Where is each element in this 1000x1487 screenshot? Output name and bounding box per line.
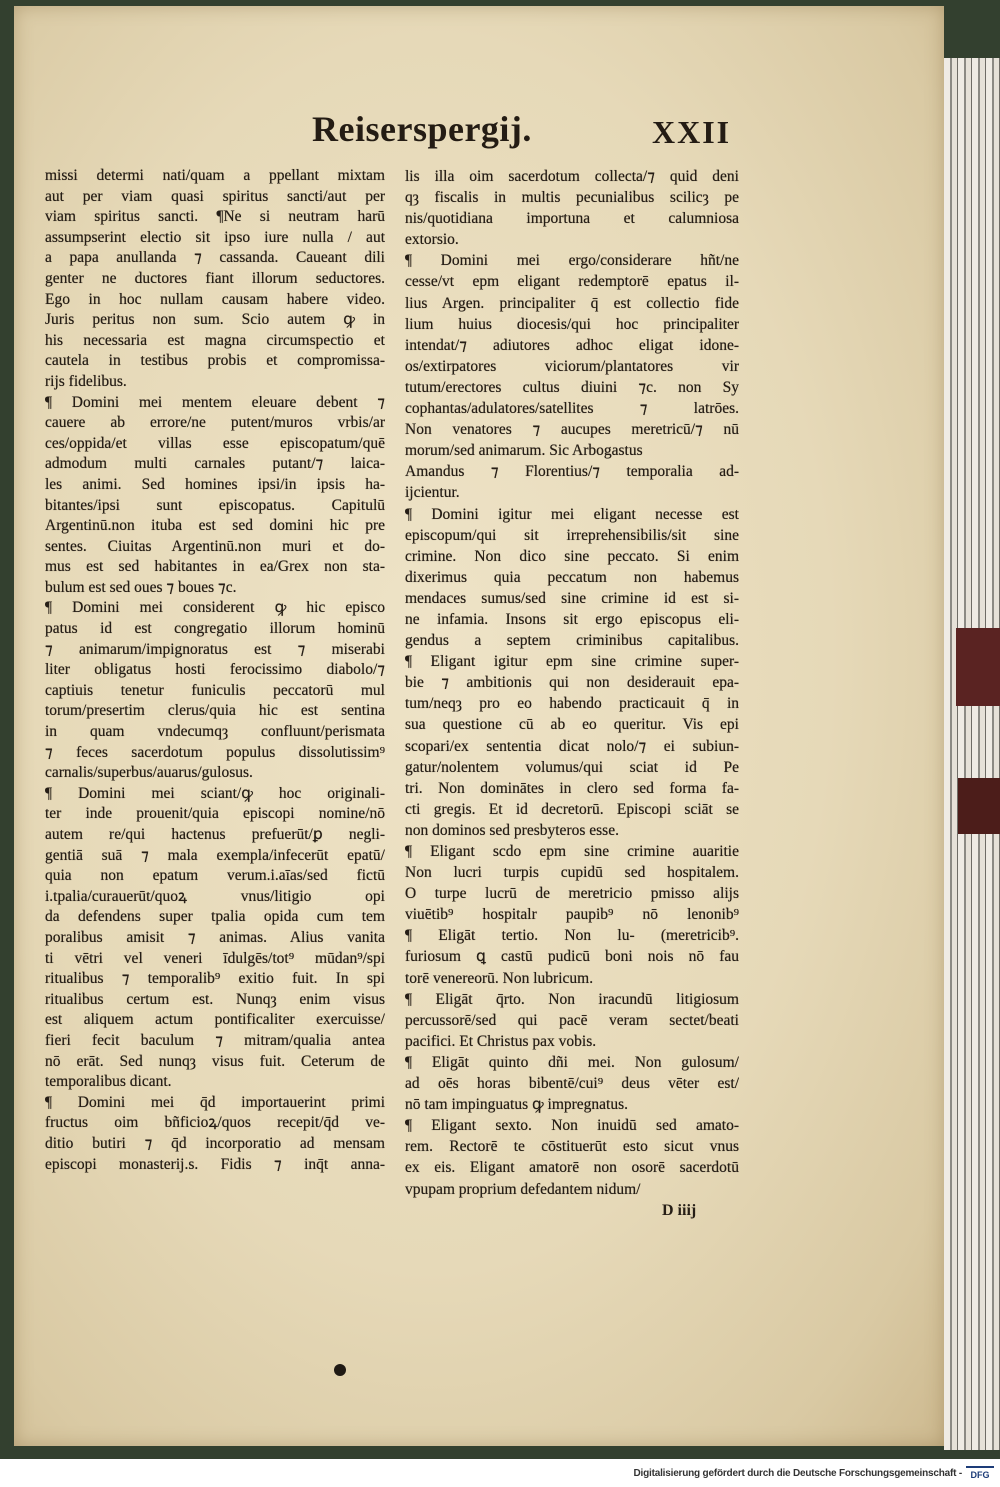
text-line: aut per viam quasi spiritus sancti/aut per [45, 187, 385, 205]
text-line: i.tpalia/curauerūt/quoꝝ vnus/litigio opi [45, 887, 385, 905]
text-line: tri. Non dominātes in clero sed forma fa- [405, 779, 739, 797]
text-line: liter obligatus hosti ferocissimo diabolo/⁊ [45, 661, 385, 679]
text-line: ⁊ feces sacerdotum populus dissolutissim⁹ [45, 743, 385, 761]
text-line: gentiā suā ⁊ mala exempla/infecerūt epatū/ [45, 846, 385, 864]
text-line: ditio butiri ⁊ q̄d incorporatio ad mensam [45, 1134, 385, 1152]
text-line: rem. Rectorē te cōstituerūt esto sicut vnus [405, 1138, 739, 1156]
text-line: ter inde prouenit/quia episcopi nomine/nō [45, 805, 385, 823]
text-line: nō tam impinguatus ꝙ impregnatus. [405, 1096, 629, 1114]
text-line: cautela in testibus probis et compromissa- [45, 352, 385, 370]
text-line: lium huius diocesis/qui hoc principaliter [405, 315, 739, 333]
text-line: poralibus amisit ⁊ animas. Alius vanita [45, 928, 385, 946]
text-line: bie ⁊ ambitionis qui non desiderauit epa- [405, 674, 739, 692]
text-line: gendus a septem criminibus capitalibus. [405, 632, 739, 650]
text-line: nō erāt. Sed nunqȝ visus fuit. Ceterum de [45, 1052, 385, 1070]
text-line: crimine. Non dico sine peccato. Si enim [405, 547, 739, 565]
text-line: ijcientur. [405, 484, 460, 502]
text-line: ¶ Domini mei sciant/ꝙ hoc originali- [45, 784, 385, 802]
binding-band [956, 628, 1000, 706]
text-line: ⁊ animarum/impignoratus est ⁊ miserabi [45, 640, 385, 658]
text-line: fieri fecit baculum ⁊ mitram/qualia antea [45, 1031, 385, 1049]
text-line: tum/neqȝ pro eo habendo practicauit q̄ in [405, 695, 739, 713]
text-line: Non lucri turpis cupidū sed hospitalem. [405, 864, 739, 882]
text-line: sentes. Ciuitas Argentinū.non muri et do- [45, 537, 385, 555]
text-line: scopari/ex sententia dicat nolo/⁊ ei subiun- [405, 737, 739, 755]
text-line: cesse/vt epm eligant redemptorē epatus il- [405, 273, 739, 291]
text-line: ex eis. Eligant amatorē non osorē sacerdotū [405, 1159, 739, 1177]
text-line: mendaces sumus/sed sine crimine id est si- [405, 589, 739, 607]
text-line: qȝ fiscalis in multis pecunialibus scilicȝ pe [405, 189, 739, 207]
text-line: missi determi nati/quam a ppellant mixtam [45, 167, 385, 184]
text-line: episcopum/qui sit irreprehensibilis/sit sine [405, 526, 739, 544]
text-line: ¶ Domini mei mentem eleuare debent ⁊ [45, 393, 385, 411]
text-line: lis illa oim sacerdotum collecta/⁊ quid deni [405, 168, 739, 185]
text-line: ¶ Eligāt quinto dñi mei. Non gulosum/ [405, 1053, 739, 1071]
text-line: pacifici. Et Christus pax vobis. [405, 1032, 597, 1050]
text-line: episcopi monasterij.s. Fidis ⁊ inq̄t anna- [45, 1155, 385, 1173]
text-line: percussorē/sed qui pacē veram sectet/beati [405, 1011, 739, 1029]
text-line: non dominos sed presbyteros esse. [405, 821, 619, 839]
footer-credit: Digitalisierung gefördert durch die Deutsche Forschungsgemeinschaft - [633, 1468, 962, 1479]
text-line: Non venatores ⁊ aucupes meretricū/⁊ nū [405, 421, 739, 439]
text-line: tutum/erectores cultus diuini ⁊c. non Sy [405, 378, 739, 396]
text-line: genter ne ductores fiant illorum seductores. [45, 269, 385, 287]
text-line: O turpe lucrū de meretricio pmisso alijs [405, 885, 739, 903]
text-line: sua questione cū ab eo queritur. Vis epi [405, 716, 739, 734]
text-line: Amandus ⁊ Florentius/⁊ temporalia ad- [405, 463, 739, 481]
text-line: ¶ Eligāt q̄rto. Non iracundū litigiosum [405, 990, 739, 1008]
text-line: lius Argen. principaliter q̄ est collectio fide [405, 294, 739, 312]
text-line: assumpserint electio sit ipso iure nulla / aut [45, 228, 385, 246]
text-line: torē venereorū. Non lubricum. [405, 969, 594, 987]
text-line: viuētib⁹ hospitalr paupib⁹ nō lenonib⁹ [405, 906, 739, 924]
text-line: ¶ Domini igitur mei eligant necesse est [405, 505, 739, 523]
running-head-title: Reiserspergij. [312, 109, 532, 149]
text-line: autem re/qui hactenus prefuerūt/ꝑ negli- [45, 826, 385, 843]
ink-spot [334, 1364, 346, 1376]
text-line: cauere ab errore/ne putent/muros vrbis/ar [45, 414, 385, 432]
signature-mark: D iiij [662, 1202, 697, 1219]
text-line: ¶ Domini mei ergo/considerare hñt/ne [405, 252, 739, 270]
text-line: admodum multi carnales putant/⁊ laica- [45, 455, 385, 473]
text-line: ¶ Eligant sexto. Non inuidū sed amato- [405, 1117, 739, 1135]
folio-number: XXII [652, 114, 732, 150]
text-line: ad oēs horas bibentē/cui⁹ deus vēter est/ [405, 1075, 739, 1093]
text-line: vpupam proprium defedantem nidum/ [405, 1180, 641, 1198]
text-line: a papa anullanda ⁊ cassanda. Caueant dili [45, 249, 385, 267]
text-line: captiuis tenetur funiculis peccatorū mul [45, 681, 385, 699]
text-line: dixerimus quia peccatum non habemus [405, 568, 739, 586]
text-line: est aliquem actum pontificaliter exercuisse/ [45, 1011, 385, 1029]
text-line: Ego in hoc nullam causam habere video. [45, 290, 385, 308]
text-line: ces/oppida/et villas esse episcopatum/quē [45, 434, 385, 452]
text-line: torum/presertim clerus/quia hic est sentina [45, 702, 385, 720]
right-text-column [405, 166, 739, 1200]
dfg-logo: DFG [966, 1466, 994, 1480]
text-line: ¶ Eligāt tertio. Non lu- (meretricib⁹. [405, 927, 739, 945]
text-line: cti gregis. Et id decretorū. Episcopi sciāt se [405, 800, 739, 818]
text-line: os/extirpatores viciorum/plantatores vir [405, 357, 739, 375]
text-line: ne infamia. Insons sit ergo episcopus eli- [405, 610, 739, 628]
text-line: ¶ Eligant scdo epm sine crimine auaritie [405, 843, 739, 860]
text-line: gatur/nolentem volumus/qui sciat id Pe [405, 758, 739, 776]
text-line: bulum est sed oues ⁊ boues ⁊c. [45, 578, 237, 596]
stacked-page-edges [944, 58, 1000, 1450]
text-line: les animi. Sed homines ipsi/in ipsis ha- [45, 475, 385, 493]
text-line: quia non epatum verum.i.aīas/sed fictū [45, 867, 385, 885]
text-line: rijs fidelibus. [45, 372, 127, 390]
text-line: nis/quotidiana importuna et calumniosa [405, 210, 739, 228]
text-line: ¶ Eligant igitur epm sine crimine super- [405, 653, 739, 671]
text-line: ¶ Domini mei q̄d importauerint primi [45, 1093, 385, 1111]
text-line: ritualibus certum est. Nunqȝ enim visus [45, 990, 385, 1008]
text-line: bitantes/ipsi sunt episcopatus. Capitulū [45, 496, 385, 514]
text-line: viam spiritus sancti. ¶Ne si neutram harū [45, 208, 385, 226]
text-line: da defendens super tpalia opida cum tem [45, 908, 385, 926]
left-text-column [45, 166, 385, 1175]
text-line: fructus oim bñficioꝝ/quos recepit/q̄d ve- [45, 1114, 385, 1132]
text-line: intendat/⁊ adiutores adhoc eligat idone- [405, 336, 739, 354]
text-line: cophantas/adulatores/satellites ⁊ latrōes. [405, 400, 739, 418]
text-line: Juris peritus non sum. Scio autem ꝙ in [45, 311, 385, 329]
text-line: temporalibus dicant. [45, 1073, 172, 1091]
binding-band [958, 778, 1000, 834]
text-line: morum/sed animarum. Sic Arbogastus [405, 442, 643, 460]
text-line: carnalis/superbus/auarus/gulosus. [45, 764, 253, 782]
text-line: furiosum ꝗ castū pudicū boni nois nō fau [405, 948, 739, 966]
text-line: ti vētri vel veneri īdulgēs/tot⁹ mūdan⁹/spi [45, 949, 385, 967]
text-line: ¶ Domini mei considerent ꝙ hic episco [45, 599, 385, 617]
text-line: mus est sed habitantes in ea/Grex non sta- [45, 558, 385, 576]
text-line: extorsio. [405, 231, 459, 249]
text-line: Argentinū.non ituba est sed domini hic pre [45, 517, 385, 535]
text-line: his necessaria est magna circumspectio et [45, 331, 385, 349]
text-line: ritualibus ⁊ temporalib⁹ exitio fuit. In spi [45, 970, 385, 988]
text-line: in quam vndecumqȝ confluunt/perismata [45, 723, 385, 741]
text-line: patus id est congregatio illorum hominū [45, 620, 385, 638]
